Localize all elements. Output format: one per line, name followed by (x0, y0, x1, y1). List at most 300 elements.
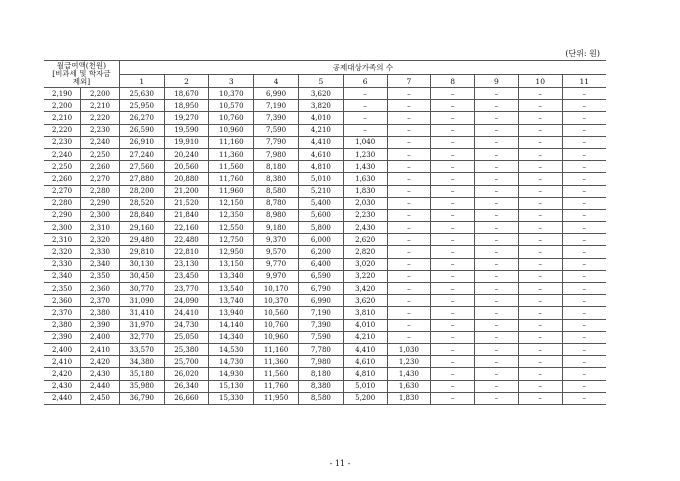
table-row (44, 88, 606, 100)
tax-amount-cell: 11,960 (209, 185, 254, 197)
tax-amount-cell: – (562, 161, 606, 173)
wage-to-cell: 2,450 (81, 392, 120, 404)
tax-amount-cell: 26,590 (119, 124, 164, 136)
tax-amount-cell: 6,790 (298, 283, 343, 295)
tax-amount-cell: 7,980 (298, 356, 343, 368)
tax-amount-cell: – (562, 197, 606, 209)
wage-from-cell: 2,290 (44, 209, 81, 221)
tax-amount-cell: 26,660 (164, 392, 209, 404)
family-count-header: 10 (518, 75, 562, 88)
wage-from-cell: 2,400 (44, 343, 81, 355)
tax-amount-cell: – (518, 161, 562, 173)
wage-from-cell: 2,430 (44, 380, 81, 392)
tax-amount-cell: – (431, 368, 475, 380)
family-count-header-row (44, 75, 606, 88)
tax-amount-cell: – (431, 161, 475, 173)
tax-amount-cell: 25,700 (164, 356, 209, 368)
tax-amount-cell: – (431, 88, 475, 100)
tax-amount-cell: 31,970 (119, 319, 164, 331)
table-row (44, 270, 606, 282)
tax-amount-cell: 11,160 (209, 136, 254, 148)
tax-amount-cell: – (562, 356, 606, 368)
wage-from-cell: 2,210 (44, 112, 81, 124)
table-row (44, 124, 606, 136)
tax-amount-cell: 11,560 (209, 161, 254, 173)
tax-amount-cell: – (431, 283, 475, 295)
wage-to-cell: 2,300 (81, 209, 120, 221)
tax-amount-cell: – (431, 356, 475, 368)
tax-amount-cell: – (518, 283, 562, 295)
tax-amount-cell: – (518, 112, 562, 124)
tax-amount-cell: 6,000 (298, 234, 343, 246)
tax-amount-cell: – (562, 258, 606, 270)
tax-amount-cell: – (431, 331, 475, 343)
tax-amount-cell: 31,410 (119, 307, 164, 319)
tax-amount-cell: – (475, 319, 519, 331)
tax-amount-cell: 6,590 (298, 270, 343, 282)
tax-amount-cell: – (562, 283, 606, 295)
wage-from-cell: 2,380 (44, 319, 81, 331)
tax-amount-cell: – (475, 295, 519, 307)
tax-amount-cell: – (475, 258, 519, 270)
tax-amount-cell: 35,980 (119, 380, 164, 392)
table-row (44, 185, 606, 197)
tax-amount-cell: 4,610 (298, 148, 343, 160)
tax-amount-cell: 13,740 (209, 295, 254, 307)
wage-header-line3: 제외] (72, 77, 91, 86)
family-count-header: 4 (254, 75, 299, 88)
tax-amount-cell: 31,090 (119, 295, 164, 307)
wage-from-cell: 2,340 (44, 270, 81, 282)
tax-amount-cell: – (431, 209, 475, 221)
tax-amount-cell: – (387, 270, 431, 282)
tax-amount-cell: 34,380 (119, 356, 164, 368)
tax-amount-cell: – (387, 112, 431, 124)
tax-amount-cell: 23,770 (164, 283, 209, 295)
tax-amount-cell: – (475, 124, 519, 136)
wage-to-cell: 2,270 (81, 173, 120, 185)
tax-amount-cell: 14,530 (209, 343, 254, 355)
tax-amount-cell: 30,770 (119, 283, 164, 295)
tax-amount-cell: – (343, 112, 387, 124)
family-count-header: 7 (387, 75, 431, 88)
tax-amount-cell: – (475, 392, 519, 404)
tax-amount-cell: – (431, 270, 475, 282)
tax-amount-cell: – (518, 343, 562, 355)
tax-amount-cell: – (431, 222, 475, 234)
tax-amount-cell: – (431, 234, 475, 246)
tax-amount-cell: 9,970 (254, 270, 299, 282)
wage-to-cell: 2,210 (81, 100, 120, 112)
tax-amount-cell: – (562, 112, 606, 124)
tax-amount-cell: 7,980 (254, 148, 299, 160)
wage-from-cell: 2,220 (44, 124, 81, 136)
wage-to-cell: 2,240 (81, 136, 120, 148)
table-row (44, 161, 606, 173)
tax-amount-cell: 10,370 (209, 88, 254, 100)
tax-amount-cell: – (518, 368, 562, 380)
tax-amount-cell: – (562, 307, 606, 319)
tax-amount-cell: – (562, 270, 606, 282)
wage-to-cell: 2,330 (81, 246, 120, 258)
tax-amount-cell: – (431, 185, 475, 197)
wage-from-cell: 2,390 (44, 331, 81, 343)
tax-amount-cell: 14,140 (209, 319, 254, 331)
tax-amount-cell: 29,480 (119, 234, 164, 246)
tax-amount-cell: 32,770 (119, 331, 164, 343)
tax-amount-cell: 4,210 (298, 124, 343, 136)
tax-amount-cell: – (518, 148, 562, 160)
tax-amount-cell: – (518, 88, 562, 100)
table-row (44, 331, 606, 343)
table-row (44, 307, 606, 319)
tax-amount-cell: 36,790 (119, 392, 164, 404)
tax-amount-cell: 14,730 (209, 356, 254, 368)
tax-amount-cell: 5,600 (298, 209, 343, 221)
tax-amount-cell: 19,270 (164, 112, 209, 124)
table-row (44, 246, 606, 258)
table-row (44, 222, 606, 234)
tax-amount-cell: – (431, 319, 475, 331)
tax-amount-cell: 1,830 (343, 185, 387, 197)
tax-amount-cell: – (518, 295, 562, 307)
tax-amount-cell: 1,030 (387, 343, 431, 355)
tax-amount-cell: 6,200 (298, 246, 343, 258)
tax-amount-cell: – (475, 343, 519, 355)
tax-amount-cell: – (343, 124, 387, 136)
tax-amount-cell: – (431, 197, 475, 209)
tax-amount-cell: 13,150 (209, 258, 254, 270)
wage-from-cell: 2,410 (44, 356, 81, 368)
tax-amount-cell: – (562, 246, 606, 258)
family-count-header: 2 (164, 75, 209, 88)
tax-amount-cell: – (475, 112, 519, 124)
wage-to-cell: 2,350 (81, 270, 120, 282)
tax-amount-cell: – (387, 222, 431, 234)
tax-amount-cell: – (431, 343, 475, 355)
tax-amount-cell: – (562, 88, 606, 100)
tax-amount-cell: 10,370 (254, 295, 299, 307)
tax-amount-cell: – (562, 100, 606, 112)
wage-to-cell: 2,280 (81, 185, 120, 197)
tax-amount-cell: – (343, 100, 387, 112)
tax-amount-cell: – (475, 234, 519, 246)
tax-amount-cell: 12,550 (209, 222, 254, 234)
tax-amount-cell: – (475, 368, 519, 380)
tax-amount-cell: 6,400 (298, 258, 343, 270)
withholding-tax-table (44, 60, 606, 405)
wage-from-cell: 2,370 (44, 307, 81, 319)
tax-amount-cell: 9,180 (254, 222, 299, 234)
tax-amount-cell: 27,880 (119, 173, 164, 185)
tax-amount-cell: – (387, 185, 431, 197)
page-number: - 11 - (329, 459, 351, 468)
tax-amount-cell: 15,330 (209, 392, 254, 404)
tax-amount-cell: 13,940 (209, 307, 254, 319)
tax-amount-cell: – (431, 307, 475, 319)
tax-amount-cell: – (431, 100, 475, 112)
tax-amount-cell: 14,340 (209, 331, 254, 343)
tax-amount-cell: 4,210 (343, 331, 387, 343)
tax-amount-cell: 10,960 (209, 124, 254, 136)
tax-amount-cell: 14,930 (209, 368, 254, 380)
tax-amount-cell: 6,990 (298, 295, 343, 307)
wage-to-cell: 2,250 (81, 148, 120, 160)
tax-amount-cell: – (475, 331, 519, 343)
family-count-header: 3 (209, 75, 254, 88)
table-row (44, 392, 606, 404)
wage-to-cell: 2,290 (81, 197, 120, 209)
wage-to-cell: 2,230 (81, 124, 120, 136)
tax-amount-cell: 26,910 (119, 136, 164, 148)
tax-amount-cell: 8,980 (254, 209, 299, 221)
tax-amount-cell: 27,240 (119, 148, 164, 160)
tax-amount-cell: – (518, 173, 562, 185)
tax-amount-cell: 19,910 (164, 136, 209, 148)
tax-amount-cell: 8,180 (254, 161, 299, 173)
tax-amount-cell: – (562, 392, 606, 404)
tax-amount-cell: – (387, 124, 431, 136)
tax-amount-cell: 12,950 (209, 246, 254, 258)
tax-amount-cell: 12,350 (209, 209, 254, 221)
wage-header-line1: 월급여액(천원) (56, 61, 107, 70)
tax-amount-cell: 29,160 (119, 222, 164, 234)
family-count-header: 8 (431, 75, 475, 88)
wage-to-cell: 2,370 (81, 295, 120, 307)
tax-amount-cell: 11,160 (254, 343, 299, 355)
tax-amount-cell: – (518, 356, 562, 368)
tax-amount-cell: 21,840 (164, 209, 209, 221)
tax-amount-cell: 4,610 (343, 356, 387, 368)
tax-amount-cell: 8,180 (298, 368, 343, 380)
wage-to-cell: 2,200 (81, 88, 120, 100)
tax-amount-cell: – (475, 161, 519, 173)
tax-amount-cell: 7,590 (298, 331, 343, 343)
tax-amount-cell: 11,760 (209, 173, 254, 185)
tax-amount-cell: 23,450 (164, 270, 209, 282)
wage-from-cell: 2,280 (44, 197, 81, 209)
tax-amount-cell: – (475, 380, 519, 392)
tax-amount-cell: 8,380 (254, 173, 299, 185)
tax-amount-cell: – (431, 148, 475, 160)
tax-amount-cell: 28,200 (119, 185, 164, 197)
wage-to-cell: 2,410 (81, 343, 120, 355)
wage-to-cell: 2,220 (81, 112, 120, 124)
wage-from-cell: 2,240 (44, 148, 81, 160)
tax-amount-cell: 11,360 (254, 356, 299, 368)
tax-amount-cell: 9,770 (254, 258, 299, 270)
tax-amount-cell: 8,580 (254, 185, 299, 197)
tax-amount-cell: 18,670 (164, 88, 209, 100)
tax-amount-cell: – (518, 319, 562, 331)
tax-amount-cell: – (387, 173, 431, 185)
tax-amount-cell: – (431, 173, 475, 185)
tax-amount-cell: 10,760 (209, 112, 254, 124)
tax-amount-cell: – (518, 258, 562, 270)
tax-amount-cell: 35,180 (119, 368, 164, 380)
tax-amount-cell: 12,750 (209, 234, 254, 246)
table-row (44, 295, 606, 307)
tax-amount-cell: 1,430 (343, 161, 387, 173)
tax-amount-cell: 24,090 (164, 295, 209, 307)
table-row (44, 148, 606, 160)
tax-amount-cell: 26,340 (164, 380, 209, 392)
tax-amount-cell: – (431, 112, 475, 124)
tax-amount-cell: – (518, 307, 562, 319)
tax-amount-cell: – (518, 197, 562, 209)
tax-amount-cell: – (475, 270, 519, 282)
table-row (44, 234, 606, 246)
tax-amount-cell: 1,430 (387, 368, 431, 380)
tax-amount-cell: – (562, 380, 606, 392)
table-body (44, 88, 606, 405)
tax-amount-cell: – (562, 136, 606, 148)
family-count-header: 6 (343, 75, 387, 88)
tax-amount-cell: 9,370 (254, 234, 299, 246)
tax-amount-cell: – (387, 307, 431, 319)
tax-amount-cell: 4,010 (343, 319, 387, 331)
wage-to-cell: 2,430 (81, 368, 120, 380)
table-row (44, 258, 606, 270)
wage-from-cell: 2,260 (44, 173, 81, 185)
tax-amount-cell: – (431, 246, 475, 258)
tax-amount-cell: – (475, 356, 519, 368)
tax-amount-cell: 2,620 (343, 234, 387, 246)
tax-amount-cell: – (387, 319, 431, 331)
tax-amount-cell: 19,590 (164, 124, 209, 136)
tax-amount-cell: – (562, 222, 606, 234)
tax-amount-cell: 24,730 (164, 319, 209, 331)
tax-amount-cell: – (518, 209, 562, 221)
tax-amount-cell: 13,540 (209, 283, 254, 295)
dependents-header: 공제대상가족의 수 (119, 61, 606, 75)
tax-amount-cell: 9,570 (254, 246, 299, 258)
wage-from-cell: 2,440 (44, 392, 81, 404)
tax-amount-cell: 2,030 (343, 197, 387, 209)
tax-amount-cell: – (475, 209, 519, 221)
tax-amount-cell: 4,410 (298, 136, 343, 148)
tax-amount-cell: – (431, 295, 475, 307)
tax-amount-cell: 3,810 (343, 307, 387, 319)
tax-amount-cell: 7,190 (298, 307, 343, 319)
table-row (44, 368, 606, 380)
tax-amount-cell: 11,950 (254, 392, 299, 404)
tax-amount-cell: – (562, 124, 606, 136)
tax-amount-cell: 2,820 (343, 246, 387, 258)
wage-to-cell: 2,320 (81, 234, 120, 246)
wage-range-header (44, 61, 119, 88)
tax-amount-cell: 5,010 (298, 173, 343, 185)
tax-amount-cell: – (387, 209, 431, 221)
tax-amount-cell: 25,380 (164, 343, 209, 355)
tax-amount-cell: – (475, 88, 519, 100)
tax-amount-cell: – (475, 283, 519, 295)
tax-amount-cell: – (518, 246, 562, 258)
wage-from-cell: 2,360 (44, 295, 81, 307)
tax-amount-cell: – (518, 100, 562, 112)
wage-from-cell: 2,350 (44, 283, 81, 295)
tax-amount-cell: 5,800 (298, 222, 343, 234)
wage-to-cell: 2,400 (81, 331, 120, 343)
tax-amount-cell: – (431, 258, 475, 270)
tax-amount-cell: – (387, 258, 431, 270)
tax-amount-cell: – (475, 246, 519, 258)
wage-from-cell: 2,270 (44, 185, 81, 197)
tax-amount-cell: – (431, 136, 475, 148)
tax-amount-cell: 2,230 (343, 209, 387, 221)
tax-amount-cell: 22,160 (164, 222, 209, 234)
tax-amount-cell: 10,960 (254, 331, 299, 343)
tax-amount-cell: 11,360 (209, 148, 254, 160)
wage-from-cell: 2,320 (44, 246, 81, 258)
tax-amount-cell: 10,570 (209, 100, 254, 112)
tax-amount-cell: – (562, 234, 606, 246)
tax-amount-cell: 3,620 (298, 88, 343, 100)
tax-amount-cell: 15,130 (209, 380, 254, 392)
wage-from-cell: 2,310 (44, 234, 81, 246)
table-row (44, 136, 606, 148)
table-row (44, 100, 606, 112)
tax-amount-cell: 10,760 (254, 319, 299, 331)
tax-amount-cell: – (475, 185, 519, 197)
tax-amount-cell: 7,790 (254, 136, 299, 148)
table-row (44, 343, 606, 355)
tax-amount-cell: 28,840 (119, 209, 164, 221)
tax-amount-cell: 3,020 (343, 258, 387, 270)
tax-amount-cell: – (387, 136, 431, 148)
wage-to-cell: 2,340 (81, 258, 120, 270)
tax-amount-cell: 4,810 (343, 368, 387, 380)
tax-amount-cell: 25,950 (119, 100, 164, 112)
tax-amount-cell: – (387, 331, 431, 343)
wage-header-line2: [비과세 및 학자금 (52, 69, 111, 78)
unit-label: (단위: 원) (565, 49, 600, 58)
table-row (44, 283, 606, 295)
tax-amount-cell: 5,200 (343, 392, 387, 404)
tax-amount-cell: 7,390 (254, 112, 299, 124)
tax-amount-cell: – (387, 148, 431, 160)
tax-amount-cell: – (387, 246, 431, 258)
tax-amount-cell: – (518, 222, 562, 234)
tax-amount-cell: – (518, 331, 562, 343)
wage-from-cell: 2,250 (44, 161, 81, 173)
wage-to-cell: 2,380 (81, 307, 120, 319)
tax-amount-cell: 30,450 (119, 270, 164, 282)
tax-amount-cell: 4,010 (298, 112, 343, 124)
tax-amount-cell: 3,420 (343, 283, 387, 295)
tax-amount-cell: – (475, 136, 519, 148)
table-row (44, 380, 606, 392)
tax-amount-cell: 4,810 (298, 161, 343, 173)
tax-amount-cell: 2,430 (343, 222, 387, 234)
tax-amount-cell: – (518, 380, 562, 392)
family-count-header: 1 (119, 75, 164, 88)
tax-amount-cell: 1,040 (343, 136, 387, 148)
wage-from-cell: 2,330 (44, 258, 81, 270)
tax-amount-cell: 27,560 (119, 161, 164, 173)
tax-amount-cell: 25,630 (119, 88, 164, 100)
tax-amount-cell: 3,620 (343, 295, 387, 307)
tax-amount-cell: 21,200 (164, 185, 209, 197)
tax-amount-cell: 1,630 (343, 173, 387, 185)
tax-amount-cell: 18,950 (164, 100, 209, 112)
tax-amount-cell: 33,570 (119, 343, 164, 355)
tax-amount-cell: 4,410 (343, 343, 387, 355)
family-count-header: 9 (475, 75, 519, 88)
tax-amount-cell: 25,050 (164, 331, 209, 343)
wage-to-cell: 2,360 (81, 283, 120, 295)
tax-amount-cell: 5,400 (298, 197, 343, 209)
